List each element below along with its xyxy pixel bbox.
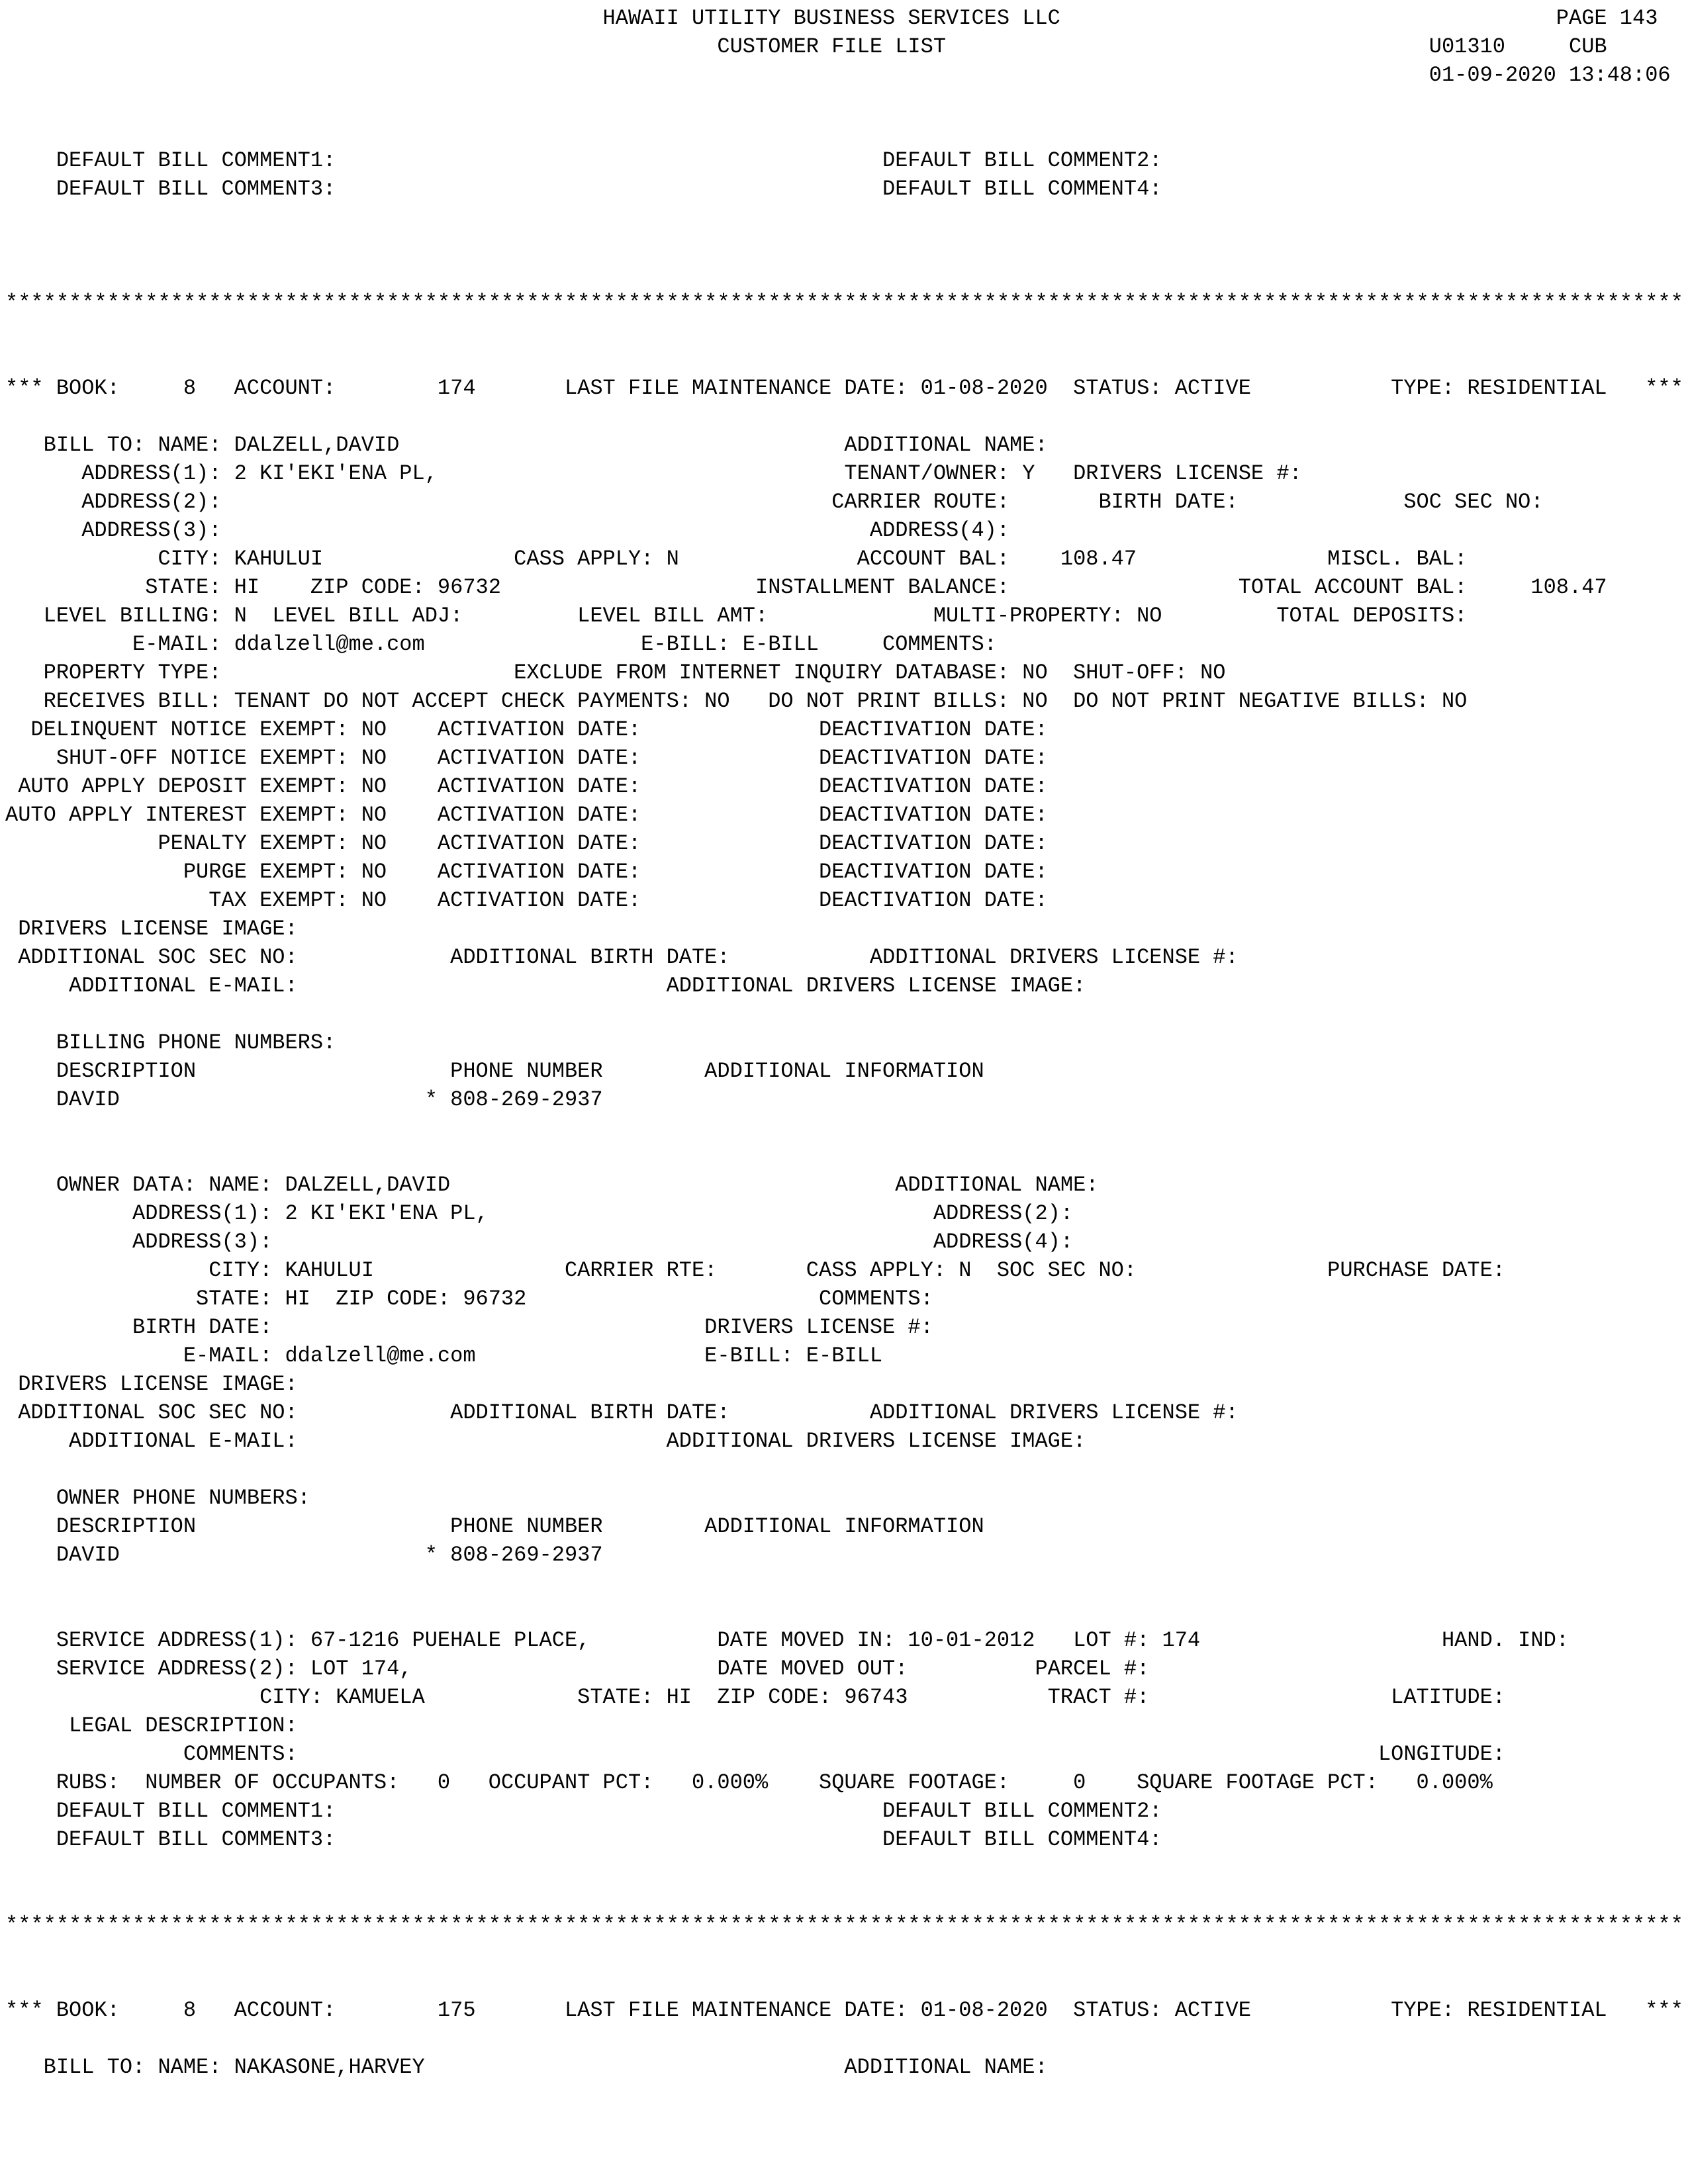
record-174-line: CITY: KAHULUI CASS APPLY: N ACCOUNT BAL: 108.47 MISCL. BAL: — [5, 547, 1468, 571]
record-174-line — [5, 1455, 1688, 1484]
record-174-line: E-MAIL: ddalzell@me.com E-BILL: E-BILL COMMENTS: — [5, 632, 997, 657]
record-174-line: ADDITIONAL SOC SEC NO: ADDITIONAL BIRTH DATE: ADDITIONAL DRIVERS LICENSE #: — [5, 1400, 1239, 1425]
prev-record-trailer-line: DEFAULT BILL COMMENT3: DEFAULT BILL COMMENT4: — [5, 177, 1162, 201]
page-header-line — [5, 118, 1688, 146]
record-174-line: ADDITIONAL E-MAIL: ADDITIONAL DRIVERS LICENSE IMAGE: — [5, 1429, 1086, 1453]
record-separator-bottom-line — [5, 1968, 1688, 1996]
record-174-line: SHUT-OFF NOTICE EXEMPT: NO ACTIVATION DATE: DEACTIVATION DATE: — [5, 746, 1048, 770]
record-174-line: DELINQUENT NOTICE EXEMPT: NO ACTIVATION DATE: DEACTIVATION DATE: — [5, 717, 1048, 742]
record-174-line — [5, 1114, 1688, 1142]
prev-record-trailer-line — [5, 203, 1688, 232]
record-174-line: STATE: HI ZIP CODE: 96732 COMMENTS: — [5, 1287, 933, 1311]
record-174-line — [5, 1000, 1688, 1028]
record-174-line: BILL TO: NAME: DALZELL,DAVID ADDITIONAL NAME: — [5, 433, 1048, 457]
record-174-line: PENALTY EXEMPT: NO ACTIVATION DATE: DEACTIVATION DATE: — [5, 831, 1048, 856]
record-separator-bottom-line — [5, 1939, 1688, 1968]
record-174-line: LEGAL DESCRIPTION: — [5, 1713, 298, 1738]
record-174-line: DESCRIPTION PHONE NUMBER ADDITIONAL INFORMATION — [5, 1059, 984, 1083]
record-175-line: BILL TO: NAME: NAKASONE,HARVEY ADDITIONAL NAME: — [5, 2055, 1048, 2079]
record-174-line — [5, 1142, 1688, 1171]
record-separator-top-line: ************************************************************************************************************************************ — [5, 291, 1683, 315]
page-header-line: 01-09-2020 13:48:06 — [5, 63, 1671, 87]
record-174-line: CITY: KAHULUI CARRIER RTE: CASS APPLY: N SOC SEC NO: PURCHASE DATE: — [5, 1258, 1505, 1283]
record-174-line: ADDRESS(1): 2 KI'EKI'ENA PL, ADDRESS(2): — [5, 1201, 1074, 1226]
record-174-line: AUTO APPLY DEPOSIT EXEMPT: NO ACTIVATION DATE: DEACTIVATION DATE: — [5, 774, 1048, 799]
page-header-line: CUSTOMER FILE LIST U01310 CUB — [5, 34, 1607, 59]
record-174-line: BILLING PHONE NUMBERS: — [5, 1030, 336, 1055]
record-separator-bottom-line: ************************************************************************************************************************************ — [5, 1913, 1683, 1937]
record-174-line: ADDRESS(3): ADDRESS(4): — [5, 1230, 1074, 1254]
record-174-line — [5, 1598, 1688, 1626]
record-174-line: DAVID * 808-269-2937 — [5, 1087, 603, 1112]
record-174-line: ADDITIONAL SOC SEC NO: ADDITIONAL BIRTH DATE: ADDITIONAL DRIVERS LICENSE #: — [5, 945, 1239, 970]
record-174-line — [5, 1882, 1688, 1911]
record-174-line: STATE: HI ZIP CODE: 96732 INSTALLMENT BALANCE: TOTAL ACCOUNT BAL: 108.47 — [5, 575, 1607, 600]
record-separator-top-line — [5, 345, 1688, 374]
record-174-line: E-MAIL: ddalzell@me.com E-BILL: E-BILL — [5, 1343, 883, 1368]
record-174-line: RECEIVES BILL: TENANT DO NOT ACCEPT CHECK PAYMENTS: NO DO NOT PRINT BILLS: NO DO NOT PRINT NEGATIVE BILLS: NO — [5, 689, 1468, 713]
record-174-line: DESCRIPTION PHONE NUMBER ADDITIONAL INFORMATION — [5, 1514, 984, 1539]
record-174-line: PURGE EXEMPT: NO ACTIVATION DATE: DEACTIVATION DATE: — [5, 860, 1048, 884]
record-174-line: COMMENTS: LONGITUDE: — [5, 1742, 1505, 1766]
record-175-line — [5, 2025, 1688, 2053]
page-header-line — [5, 89, 1688, 118]
record-174-line: ADDRESS(1): 2 KI'EKI'ENA PL, TENANT/OWNER: Y DRIVERS LICENSE #: — [5, 461, 1302, 486]
record-174-line — [5, 402, 1688, 431]
record-174-line: BIRTH DATE: DRIVERS LICENSE #: — [5, 1315, 933, 1340]
record-separator-top-line — [5, 317, 1688, 345]
record-174-line: ADDITIONAL E-MAIL: ADDITIONAL DRIVERS LICENSE IMAGE: — [5, 974, 1086, 998]
record-174-line — [5, 1854, 1688, 1882]
record-174-line: TAX EXEMPT: NO ACTIVATION DATE: DEACTIVATION DATE: — [5, 888, 1048, 913]
record-174-line: OWNER PHONE NUMBERS: — [5, 1486, 310, 1510]
record-174-line: OWNER DATA: NAME: DALZELL,DAVID ADDITIONAL NAME: — [5, 1173, 1099, 1197]
prev-record-trailer-line — [5, 232, 1688, 260]
page-header-line: HAWAII UTILITY BUSINESS SERVICES LLC PAGE 143 — [5, 6, 1658, 30]
record-174-line: DRIVERS LICENSE IMAGE: — [5, 1372, 298, 1396]
record-174-line: LEVEL BILLING: N LEVEL BILL ADJ: LEVEL BILL AMT: MULTI-PROPERTY: NO TOTAL DEPOSITS: — [5, 604, 1468, 628]
record-174-line: ADDRESS(3): ADDRESS(4): — [5, 518, 1010, 543]
record-174-line: PROPERTY TYPE: EXCLUDE FROM INTERNET INQUIRY DATABASE: NO SHUT-OFF: NO — [5, 660, 1226, 685]
record-174-line: SERVICE ADDRESS(2): LOT 174, DATE MOVED OUT: PARCEL #: — [5, 1657, 1150, 1681]
record-174-line: DRIVERS LICENSE IMAGE: — [5, 917, 298, 941]
prev-record-trailer-line — [5, 260, 1688, 289]
record-174-line — [5, 1569, 1688, 1598]
record-174-line: DAVID * 808-269-2937 — [5, 1543, 603, 1567]
record-174-line: DEFAULT BILL COMMENT3: DEFAULT BILL COMMENT4: — [5, 1827, 1162, 1852]
prev-record-trailer-line: DEFAULT BILL COMMENT1: DEFAULT BILL COMMENT2: — [5, 148, 1162, 173]
record-174-line: RUBS: NUMBER OF OCCUPANTS: 0 OCCUPANT PCT: 0.000% SQUARE FOOTAGE: 0 SQUARE FOOTAGE PCT: 0.000% — [5, 1770, 1493, 1795]
report-body — [5, 4, 1688, 2081]
record-174-line: ADDRESS(2): CARRIER ROUTE: BIRTH DATE: SOC SEC NO: — [5, 490, 1544, 514]
record-174-line: *** BOOK: 8 ACCOUNT: 174 LAST FILE MAINTENANCE DATE: 01-08-2020 STATUS: ACTIVE TYPE: RESIDENTIAL *** — [5, 376, 1683, 400]
record-174-line: CITY: KAMUELA STATE: HI ZIP CODE: 96743 TRACT #: LATITUDE: — [5, 1685, 1505, 1709]
record-175-line: *** BOOK: 8 ACCOUNT: 175 LAST FILE MAINTENANCE DATE: 01-08-2020 STATUS: ACTIVE TYPE: RESIDENTIAL *** — [5, 1998, 1683, 2023]
record-174-line: DEFAULT BILL COMMENT1: DEFAULT BILL COMMENT2: — [5, 1799, 1162, 1823]
record-174-line: AUTO APPLY INTEREST EXEMPT: NO ACTIVATION DATE: DEACTIVATION DATE: — [5, 803, 1048, 827]
record-174-line: SERVICE ADDRESS(1): 67-1216 PUEHALE PLACE, DATE MOVED IN: 10-01-2012 LOT #: 174 HAND. IND: — [5, 1628, 1569, 1653]
